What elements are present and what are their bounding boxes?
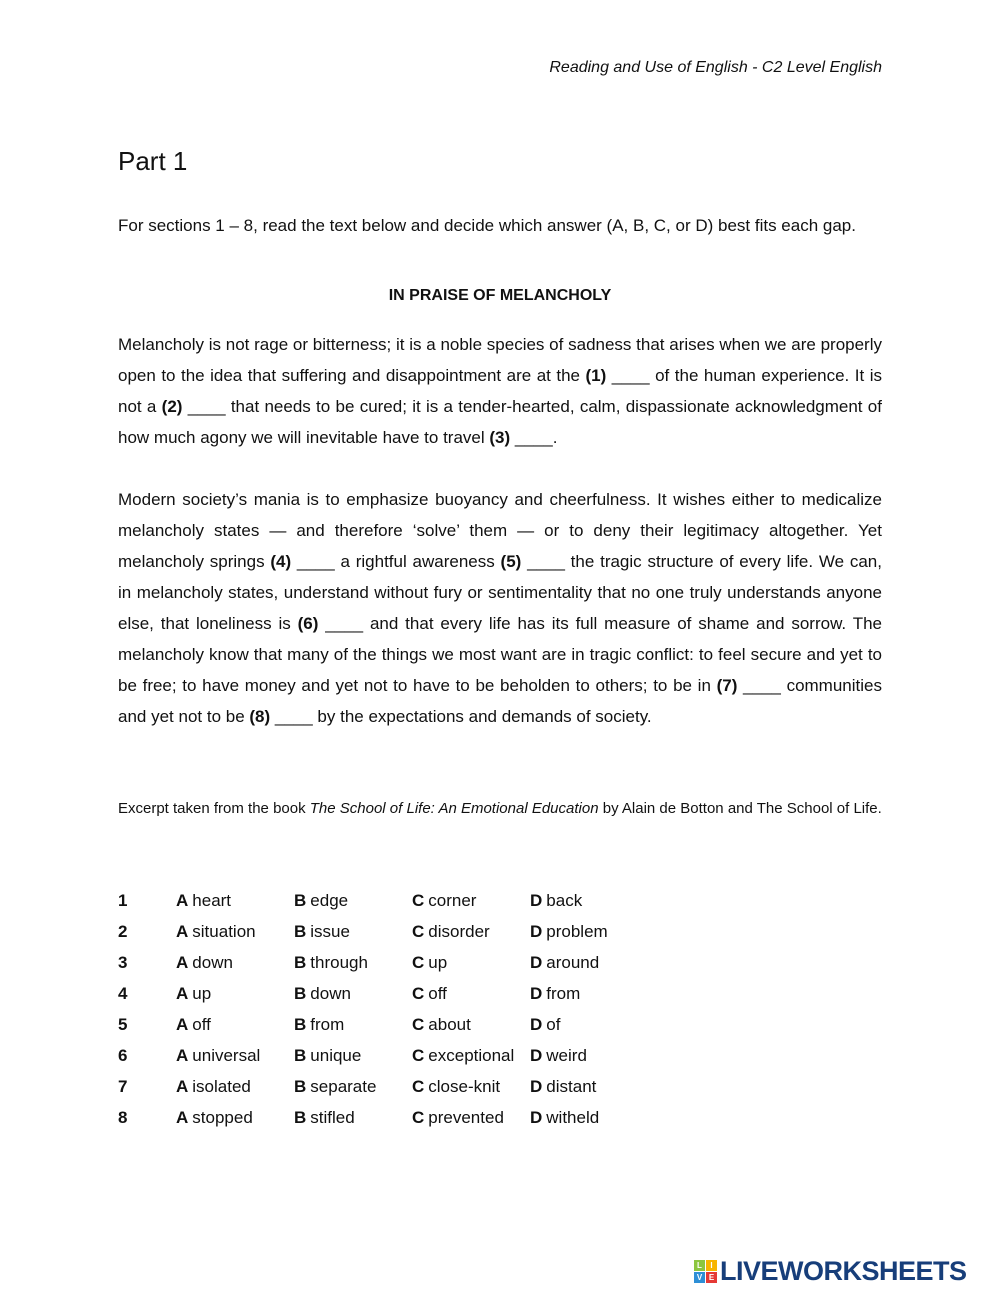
option-b[interactable] <box>294 1108 412 1128</box>
option-d[interactable] <box>530 1015 648 1035</box>
option-letter: A <box>176 1014 189 1034</box>
option-text: from <box>546 983 581 1003</box>
option-d[interactable] <box>530 922 648 942</box>
option-letter: B <box>294 983 307 1003</box>
option-d[interactable] <box>530 1077 648 1097</box>
option-text: from <box>310 1014 345 1034</box>
logo-tiles-icon <box>694 1260 717 1283</box>
gap-number: (7) <box>716 676 738 695</box>
option-letter: A <box>176 983 189 1003</box>
question-row <box>118 1040 648 1071</box>
question-number: 4 <box>118 983 128 1003</box>
option-letter: A <box>176 1076 189 1096</box>
option-letter: D <box>530 890 543 910</box>
text-segment: ____ of the human experience. It is not a <box>118 366 882 416</box>
option-c[interactable] <box>412 1046 530 1066</box>
option-text: around <box>546 952 600 972</box>
instructions: For sections 1 – 8, read the text below and decide which answer (A, B, C, or D) best fits each gap. <box>118 216 856 235</box>
option-d[interactable] <box>530 1046 648 1066</box>
option-text: off <box>428 983 447 1003</box>
gap-number: (5) <box>500 552 522 571</box>
option-a[interactable] <box>176 1108 294 1128</box>
question-row <box>118 1071 648 1102</box>
question-row <box>118 885 648 916</box>
option-letter: C <box>412 952 425 972</box>
option-d[interactable] <box>530 953 648 973</box>
question-row <box>118 947 648 978</box>
gap-number: (1) <box>585 366 607 385</box>
part-title: Part 1 <box>118 146 188 176</box>
logo-tile: I <box>706 1260 717 1271</box>
question-number: 6 <box>118 1045 128 1065</box>
option-text: stifled <box>310 1107 355 1127</box>
option-letter: C <box>412 1107 425 1127</box>
gap-number: (4) <box>270 552 292 571</box>
question-number: 7 <box>118 1076 128 1096</box>
option-c[interactable] <box>412 1015 530 1035</box>
text-segment: ____ a rightful awareness <box>291 552 501 571</box>
option-text: witheld <box>546 1107 600 1127</box>
logo-tile: L <box>694 1260 705 1271</box>
option-a[interactable] <box>176 1077 294 1097</box>
option-letter: D <box>530 952 543 972</box>
excerpt-pre: Excerpt taken from the book <box>118 800 310 817</box>
text-segment: Melancholy is not rage or bitterness; it is a noble species of sadness that arises when we are properly open to the idea that suffering and disappointment are at the <box>118 335 882 385</box>
excerpt-credit <box>118 794 882 823</box>
text-title: IN PRAISE OF MELANCHOLY <box>388 287 612 304</box>
option-text: problem <box>546 921 608 941</box>
option-b[interactable] <box>294 953 412 973</box>
option-d[interactable] <box>530 984 648 1004</box>
answer-options <box>118 885 648 1133</box>
option-letter: A <box>176 1107 189 1127</box>
option-text: separate <box>310 1076 377 1096</box>
question-row <box>118 1102 648 1133</box>
option-letter: D <box>530 1045 543 1065</box>
question-row <box>118 1009 648 1040</box>
option-c[interactable] <box>412 922 530 942</box>
option-letter: D <box>530 1014 543 1034</box>
option-d[interactable] <box>530 1108 648 1128</box>
option-letter: A <box>176 921 189 941</box>
option-b[interactable] <box>294 984 412 1004</box>
option-c[interactable] <box>412 891 530 911</box>
gap-number: (3) <box>489 428 511 447</box>
option-letter: C <box>412 1014 425 1034</box>
question-number: 5 <box>118 1014 128 1034</box>
option-text: close-knit <box>428 1076 501 1096</box>
option-letter: D <box>530 1107 543 1127</box>
option-text: issue <box>310 921 350 941</box>
option-letter: A <box>176 952 189 972</box>
option-b[interactable] <box>294 1015 412 1035</box>
option-letter: D <box>530 983 543 1003</box>
option-letter: B <box>294 1045 307 1065</box>
option-text: unique <box>310 1045 362 1065</box>
option-c[interactable] <box>412 953 530 973</box>
option-letter: C <box>412 1076 425 1096</box>
paragraph-1 <box>118 329 882 453</box>
option-text: off <box>192 1014 211 1034</box>
option-text: down <box>192 952 233 972</box>
option-letter: B <box>294 952 307 972</box>
option-text: up <box>428 952 448 972</box>
option-c[interactable] <box>412 984 530 1004</box>
question-number: 2 <box>118 921 128 941</box>
option-a[interactable] <box>176 891 294 911</box>
option-text: back <box>546 890 583 910</box>
option-letter: A <box>176 890 189 910</box>
excerpt-post: by Alain de Botton and The School of Life. <box>598 800 882 817</box>
question-number: 1 <box>118 890 128 910</box>
question-number: 3 <box>118 952 128 972</box>
gap-number: (8) <box>249 707 271 726</box>
option-text: universal <box>192 1045 261 1065</box>
gap-number: (6) <box>297 614 319 633</box>
option-text: isolated <box>192 1076 251 1096</box>
option-a[interactable] <box>176 922 294 942</box>
option-text: distant <box>546 1076 597 1096</box>
option-letter: C <box>412 890 425 910</box>
option-text: prevented <box>428 1107 504 1127</box>
option-letter: B <box>294 921 307 941</box>
option-text: about <box>428 1014 471 1034</box>
option-text: edge <box>310 890 349 910</box>
option-c[interactable] <box>412 1108 530 1128</box>
page-header: Reading and Use of English - C2 Level English <box>549 59 882 76</box>
option-text: through <box>310 952 368 972</box>
option-letter: C <box>412 983 425 1003</box>
option-a[interactable] <box>176 1015 294 1035</box>
option-c[interactable] <box>412 1077 530 1097</box>
question-number: 8 <box>118 1107 128 1127</box>
option-b[interactable] <box>294 1077 412 1097</box>
option-text: of <box>546 1014 561 1034</box>
option-letter: B <box>294 1107 307 1127</box>
option-letter: B <box>294 890 307 910</box>
question-row <box>118 978 648 1009</box>
text-segment: ____ that needs to be cured; it is a tender-hearted, calm, dispassionate acknowledgment of how much agony we will inevitable have to travel <box>118 397 882 447</box>
logo-tile: E <box>706 1272 717 1283</box>
logo-wordmark: LIVEWORKSHEETS <box>720 1256 967 1286</box>
option-a[interactable] <box>176 1046 294 1066</box>
option-text: heart <box>192 890 232 910</box>
option-letter: C <box>412 1045 425 1065</box>
option-letter: B <box>294 1014 307 1034</box>
text-segment: ____ by the expectations and demands of society. <box>270 707 652 726</box>
option-text: weird <box>546 1045 587 1065</box>
option-letter: C <box>412 921 425 941</box>
option-letter: D <box>530 1076 543 1096</box>
option-a[interactable] <box>176 984 294 1004</box>
option-b[interactable] <box>294 922 412 942</box>
paragraph-2 <box>118 484 882 732</box>
text-segment: ____ communities and yet not to be <box>118 676 882 726</box>
option-text: up <box>192 983 212 1003</box>
option-letter: B <box>294 1076 307 1096</box>
liveworksheets-logo <box>694 1256 967 1287</box>
option-text: situation <box>192 921 256 941</box>
option-text: down <box>310 983 351 1003</box>
gap-number: (2) <box>161 397 183 416</box>
option-text: disorder <box>428 921 490 941</box>
option-text: stopped <box>192 1107 253 1127</box>
book-title: The School of Life: An Emotional Education <box>309 800 599 817</box>
text-segment: ____ the tragic structure of every life. We can, in melancholy states, understand without fury or sentimentality that no one truly understands anyone else, that loneliness is <box>118 552 882 633</box>
option-d[interactable] <box>530 891 648 911</box>
question-row <box>118 916 648 947</box>
text-segment: ____. <box>510 428 558 447</box>
option-a[interactable] <box>176 953 294 973</box>
option-text: corner <box>428 890 477 910</box>
option-letter: A <box>176 1045 189 1065</box>
text-segment: ____ and that every life has its full measure of shame and sorrow. The melancholy know that many of the things we most want are in tragic conflict: to feel secure and yet to be free; to have money and yet not to have to be beholden to others; to be in <box>118 614 883 695</box>
logo-tile: V <box>694 1272 705 1283</box>
option-text: exceptional <box>428 1045 515 1065</box>
text-segment: Modern society’s mania is to emphasize buoyancy and cheerfulness. It wishes either to medicalize melancholy states — and therefore ‘solve’ them — or to deny their legitimacy altogether. Yet melancholy springs <box>118 490 882 571</box>
option-b[interactable] <box>294 1046 412 1066</box>
option-b[interactable] <box>294 891 412 911</box>
option-letter: D <box>530 921 543 941</box>
